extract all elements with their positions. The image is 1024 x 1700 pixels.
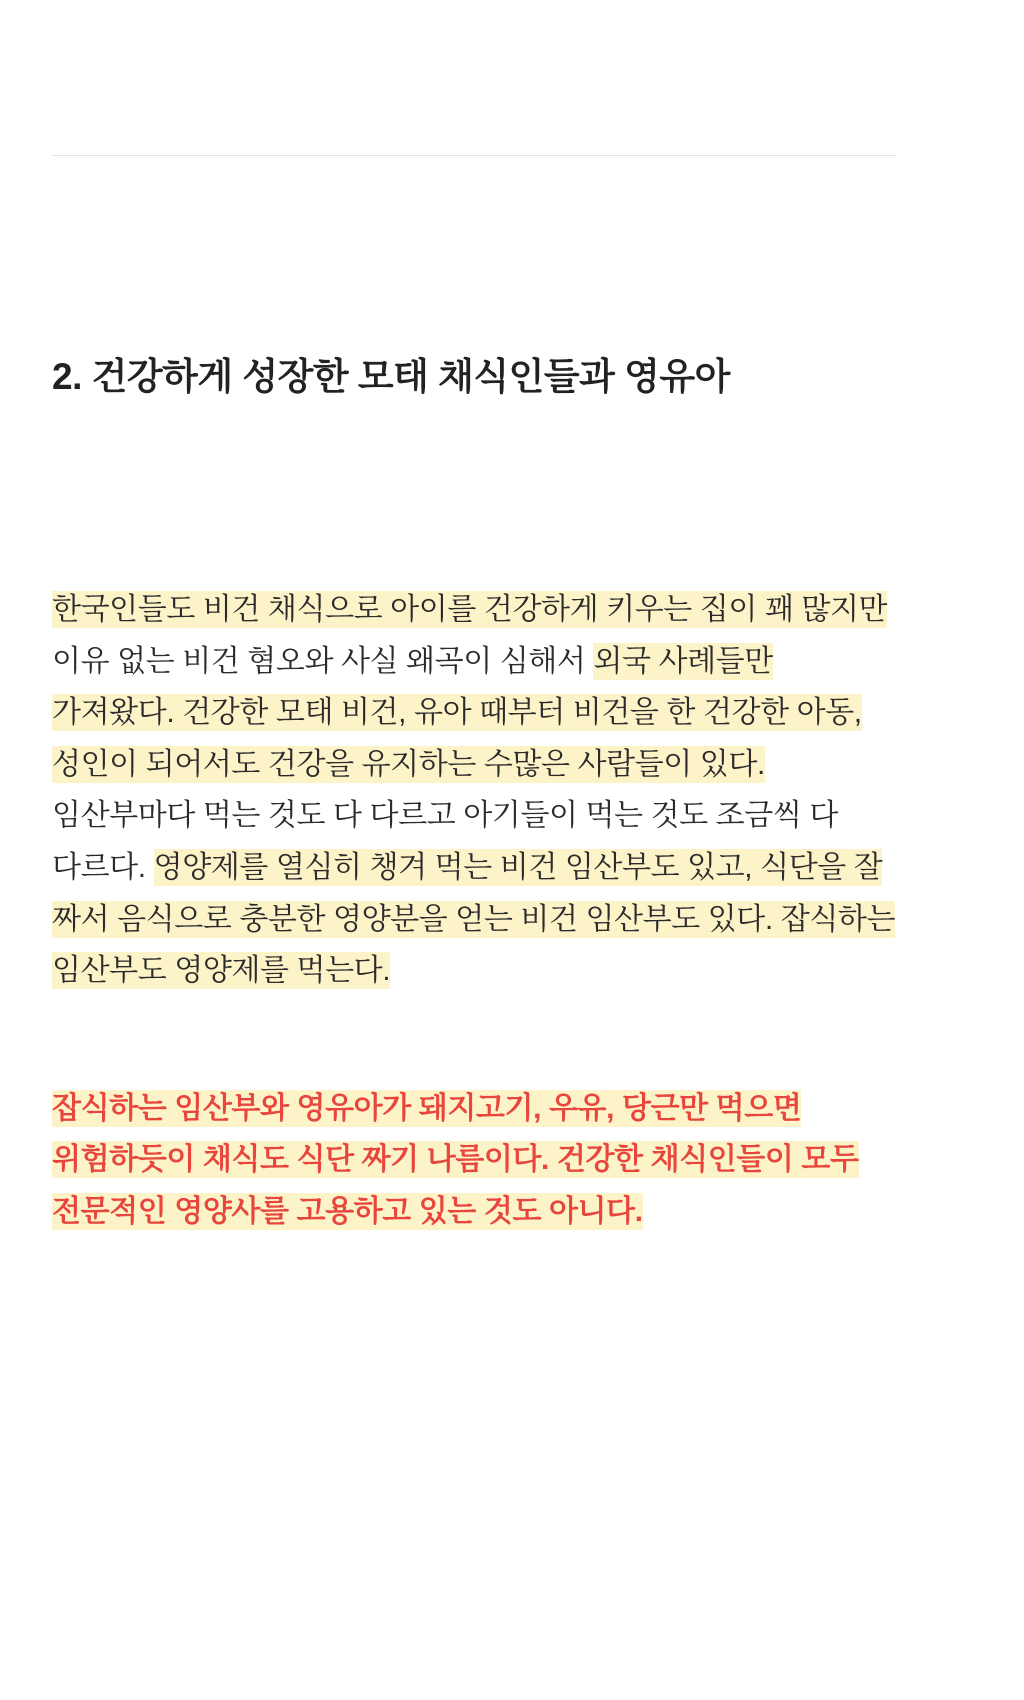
highlighted-text-1: 한국인들도 비건 채식으로 아이를 건강하게 키우는 집이 꽤 많지만 [52, 592, 888, 626]
body-paragraph-2 [52, 1083, 900, 1238]
page-title: 2. 건강하게 성장한 모태 채식인들과 영유아 [52, 356, 730, 397]
highlighted-text-2: 외국 사례들만 가져왔다. 건강한 모태 비건, 유아 때부터 비건을 한 건강한 아동, 성인이 되어서도 건강을 유지하는 수많은 사람들이 있다. [52, 644, 862, 781]
highlighted-emphasis-text: 잡식하는 임산부와 영유아가 돼지고기, 우유, 당근만 먹으면 위험하듯이 채식도 식단 짜기 나름이다. 건강한 채식인들이 모두 전문적인 영양사를 고용하고 있는 것도 아니다. [52, 1091, 859, 1228]
plain-text-2: 임산부마다 먹는 것도 다 다르고 아기들이 먹는 것도 조금씩 다 다르다. [52, 799, 838, 884]
highlighted-text-3: 영양제를 열심히 챙겨 먹는 비건 임산부도 있고, 식단을 잘 짜서 음식으로 충분한 영양분을 얻는 비건 임산부도 있다. 잡식하는 임산부도 영양제를 먹는다. [52, 850, 896, 988]
article-content [52, 0, 900, 1237]
body-paragraph-1 [52, 584, 900, 997]
plain-text-1: 이유 없는 비건 혐오와 사실 왜곡이 심해서 [52, 644, 594, 678]
